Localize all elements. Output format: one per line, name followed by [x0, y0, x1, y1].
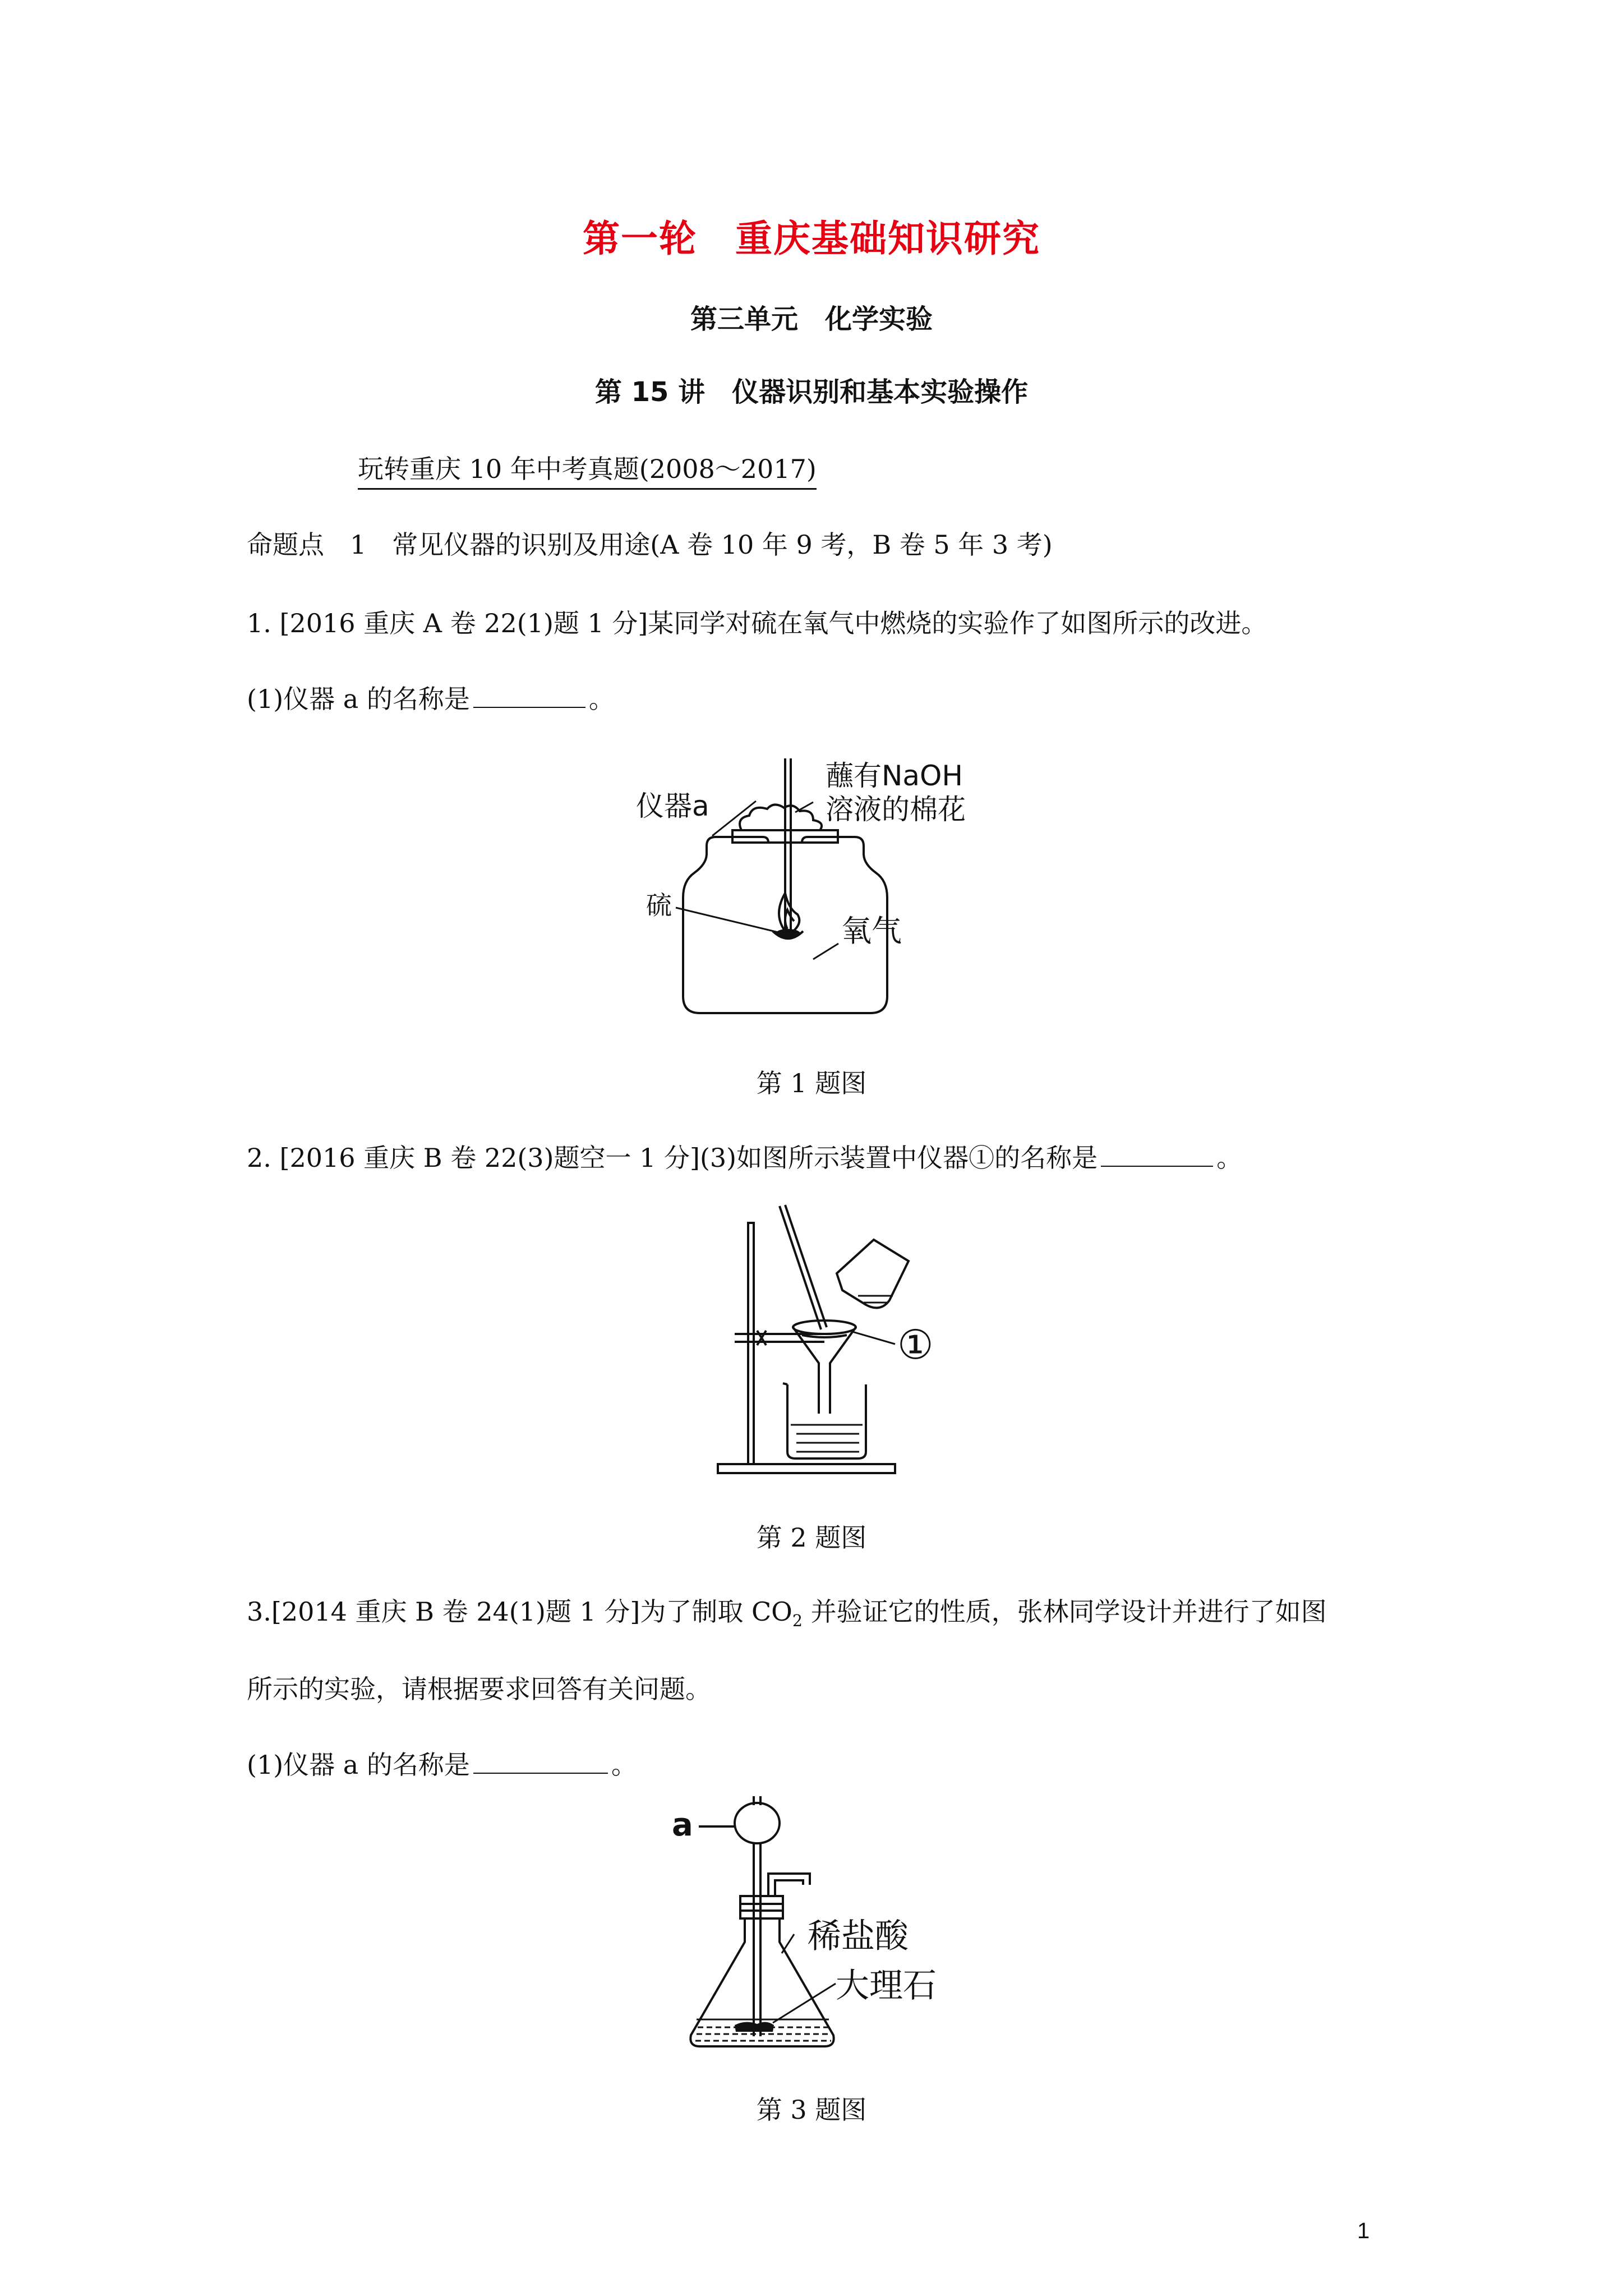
fig3-label-acid: 稀盐酸: [808, 1917, 909, 1956]
marble-chips: [735, 2022, 774, 2032]
q3-stem-line2: 所示的实验，请根据要求回答有关问题。: [247, 1674, 711, 1704]
jar-neck-left: [707, 837, 768, 854]
figure-2-caption: 第 2 题图: [756, 1522, 867, 1553]
figure-3-co2-generator: [667, 1795, 970, 2059]
topic-line: 命题点 1 常见仪器的识别及用途(A 卷 10 年 9 考，B 卷 5 年 3 考): [247, 530, 1053, 560]
fig1-label-cotton-line1: 蘸有NaOH: [826, 760, 963, 792]
q1-stem: 1. [2016 重庆 A 卷 22(1)题 1 分]某同学对硫在氧气中燃烧的实验作了如图所示的改进。: [247, 608, 1267, 638]
fig3-label-marble: 大理石: [836, 1966, 937, 2005]
glass-rod: [780, 1206, 821, 1329]
q2-stem: [247, 1138, 1242, 1175]
figure-3-caption: 第 3 题图: [756, 2095, 867, 2125]
q2-stem-suffix: 。: [1216, 1143, 1243, 1173]
q3-stem-line1: [247, 1591, 1327, 1630]
section-heading: 玩转重庆 10 年中考真题(2008～2017): [358, 449, 817, 490]
q1-sub-prefix: (1)仪器 a 的名称是: [247, 684, 470, 714]
q3-sub-prefix: (1)仪器 a 的名称是: [247, 1750, 470, 1780]
fig1-label-sulfur: 硫: [646, 890, 672, 921]
sulfur-sample: [776, 929, 800, 938]
q1-sub-question: [247, 679, 615, 716]
q3-co2-subscript: 2: [792, 1612, 803, 1631]
page-number: 1: [1357, 2219, 1370, 2243]
separatory-funnel-bulb: [735, 1803, 780, 1843]
q2-answer-blank[interactable]: [1101, 1143, 1213, 1167]
q2-stem-prefix: 2. [2016 重庆 B 卷 22(3)题空一 1 分](3)如图所示装置中仪器①的名称是: [247, 1143, 1098, 1173]
stand-rod: [748, 1223, 754, 1464]
fig1-label-cotton-line2: 溶液的棉花: [826, 793, 966, 826]
lesson-title: 第 15 讲 仪器识别和基本实验操作: [594, 376, 1029, 408]
unit-title: 第三单元 化学实验: [690, 303, 933, 335]
fig2-marker-1: ①: [897, 1321, 934, 1368]
figure-1-sulfur-combustion: [617, 746, 1021, 1038]
fig1-label-oxygen: 氧气: [841, 913, 902, 949]
q3-sub-suffix: 。: [611, 1750, 637, 1780]
figure-1-caption: 第 1 题图: [756, 1068, 867, 1098]
funnel: [793, 1327, 856, 1414]
jar-neck-right: [802, 837, 864, 854]
q1-sub-suffix: 。: [588, 684, 615, 714]
fig3-label-a: a: [672, 1807, 693, 1843]
q3-stem-line1-prefix: 3.[2014 重庆 B 卷 24(1)题 1 分]为了制取 CO: [247, 1596, 792, 1627]
main-title: 第一轮 重庆基础知识研究: [583, 217, 1040, 260]
q3-answer-blank[interactable]: [473, 1750, 608, 1774]
receiving-beaker: [787, 1384, 866, 1458]
q1-answer-blank[interactable]: [473, 684, 585, 708]
q3-stem-line1-suffix: 并验证它的性质，张林同学设计并进行了如图: [803, 1596, 1327, 1627]
pouring-beaker: [837, 1240, 909, 1308]
q3-sub-question: [247, 1745, 637, 1782]
cotton: [740, 804, 822, 830]
figure-2-filtration: [712, 1200, 948, 1481]
stand-base: [718, 1464, 895, 1473]
fig1-label-instrument: 仪器a: [636, 790, 709, 822]
